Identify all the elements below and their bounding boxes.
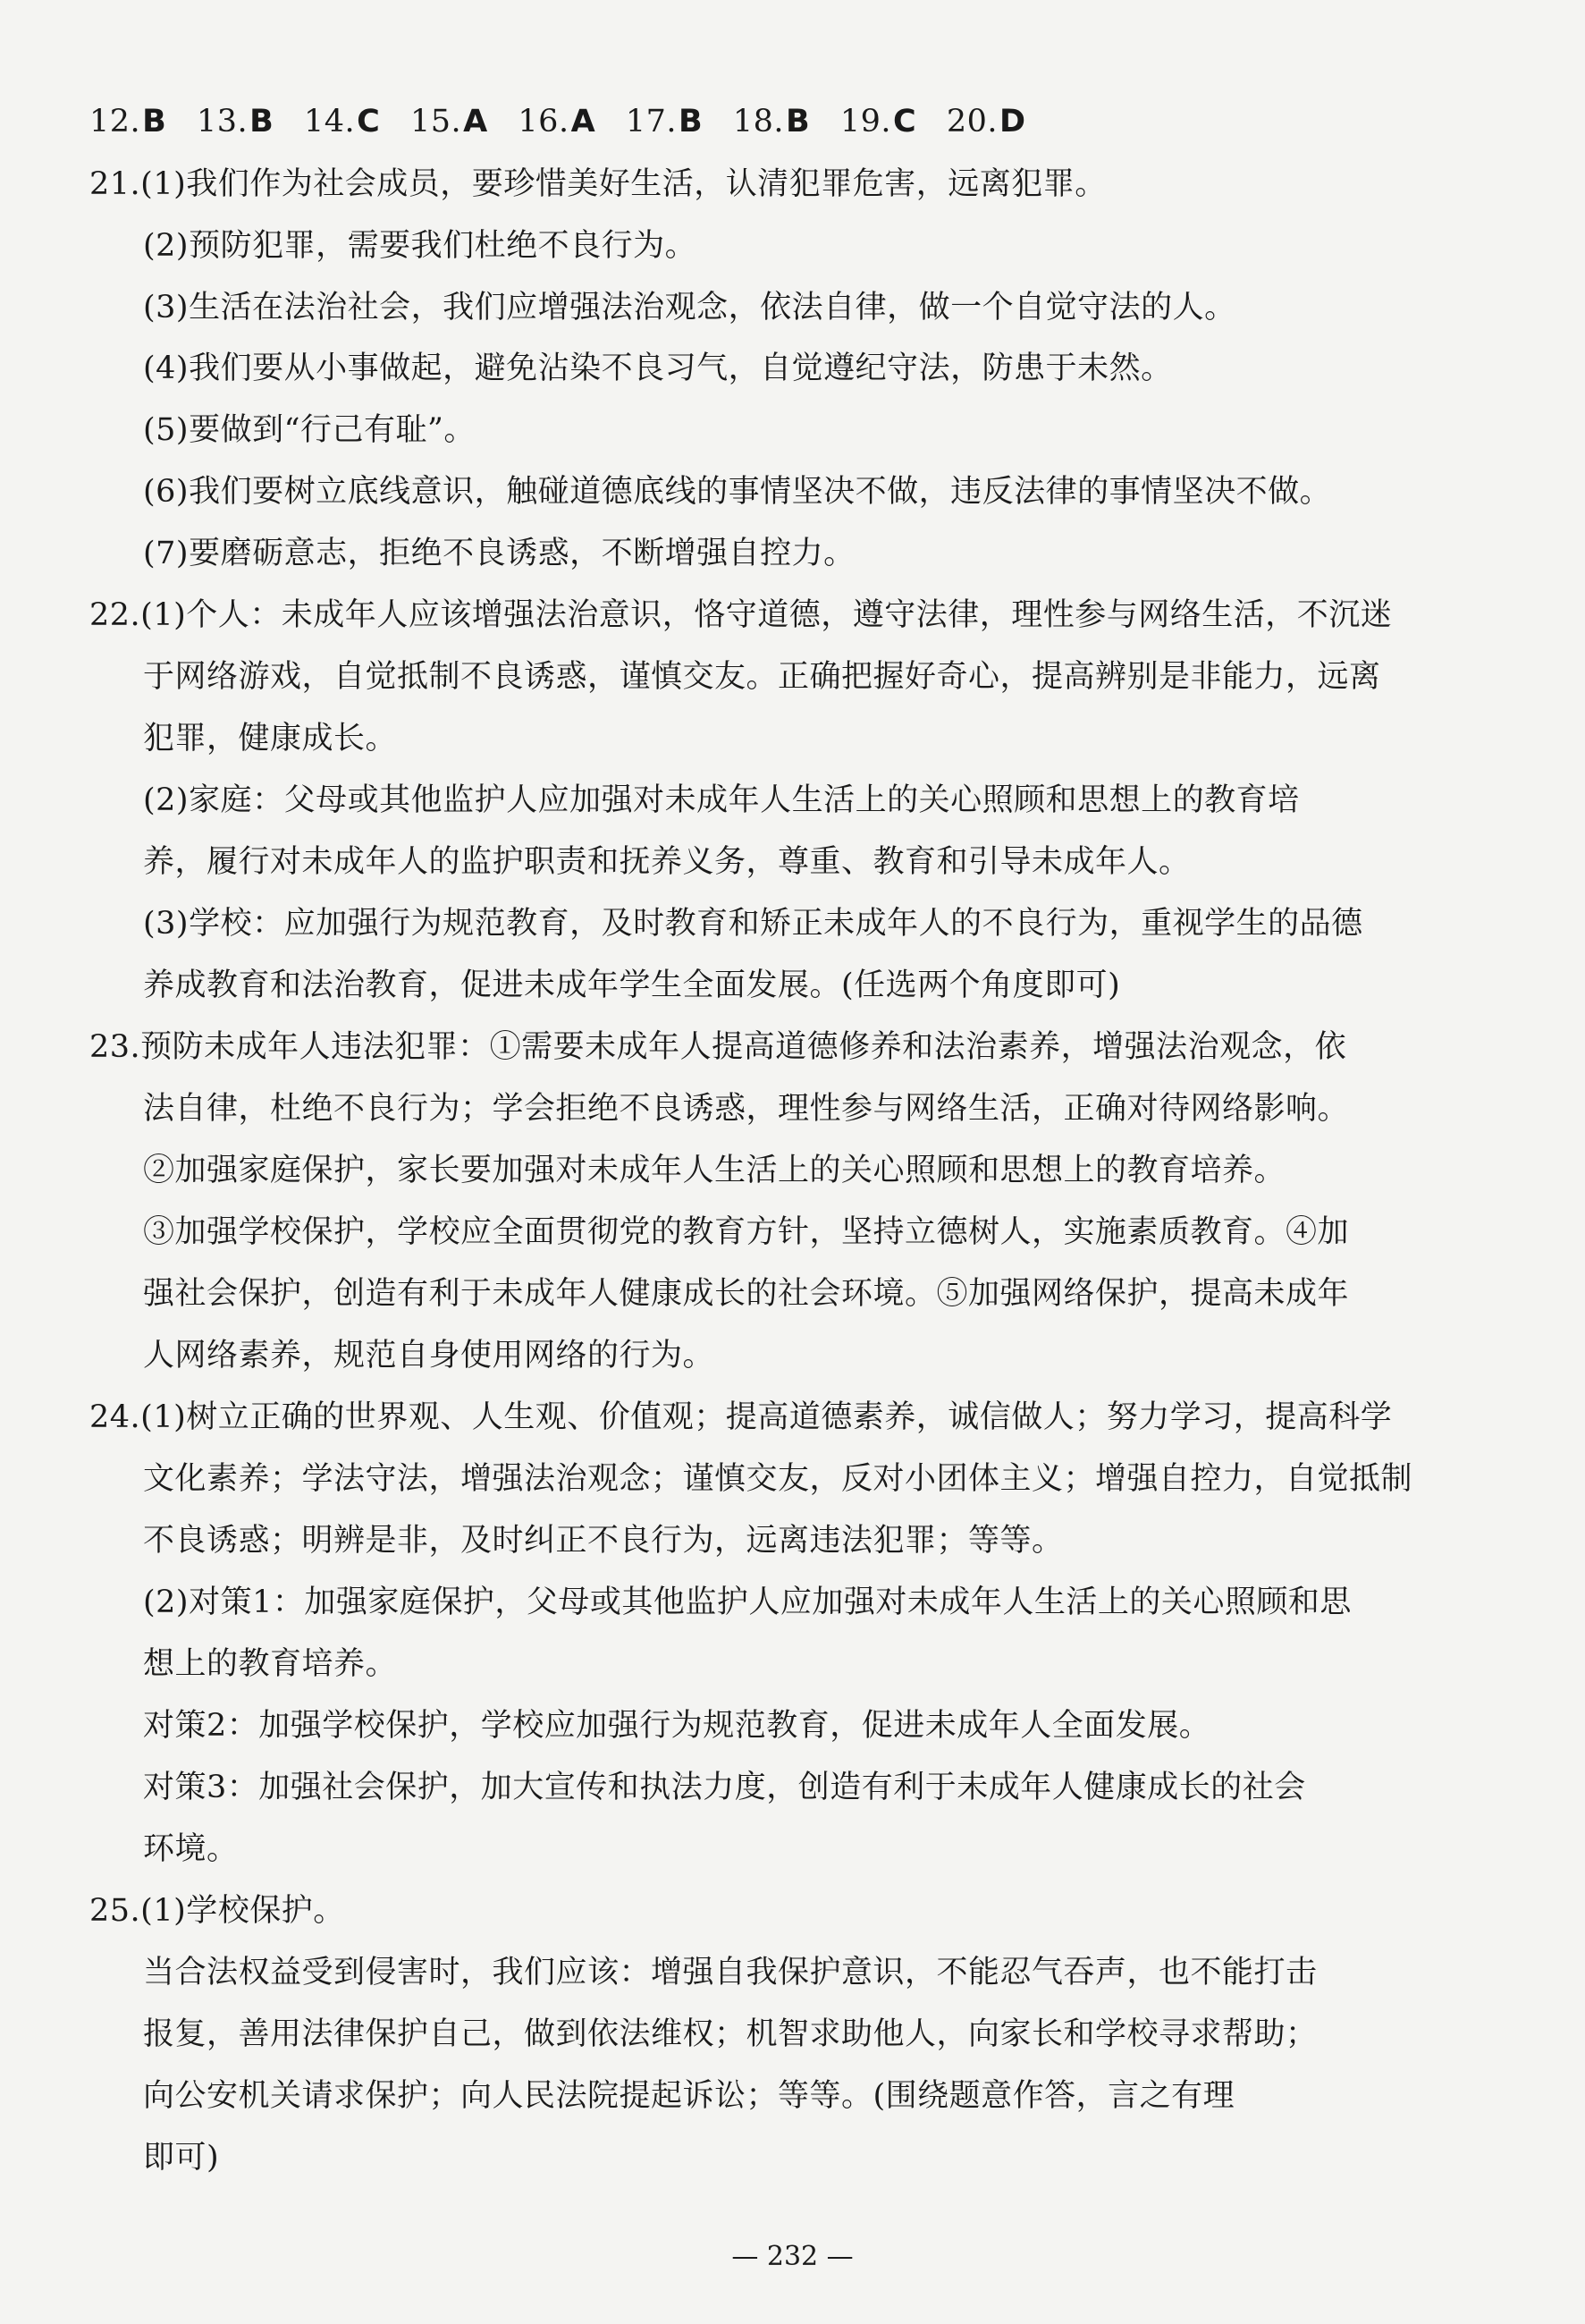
- answer-line: 向公安机关请求保护；向人民法院提起诉讼；等等。(围绕题意作答，言之有理: [143, 2078, 1235, 2114]
- page-number: — 232 —: [731, 2241, 854, 2272]
- answer-item: 20.D: [946, 104, 1026, 139]
- answer-line: (2)对策1：加强家庭保护，父母或其他监护人应加强对未成年人生活上的关心照顾和思: [143, 1585, 1352, 1620]
- answer-line: (7)要磨砺意志，拒绝不良诱惑，不断增强自控力。: [143, 536, 856, 571]
- answer-line: 法自律，杜绝不良行为；学会拒绝不良诱惑，理性参与网络生活，正确对待网络影响。: [143, 1091, 1350, 1127]
- answer-line: 即可): [143, 2140, 220, 2176]
- answer-item: 18.B: [732, 104, 811, 139]
- answer-line: (5)要做到“行己有耻”。: [143, 412, 476, 448]
- answer-line: (2)家庭：父母或其他监护人应加强对未成年人生活上的关心照顾和思想上的教育培: [143, 782, 1300, 818]
- answer-line: (2)预防犯罪，需要我们杜绝不良行为。: [143, 228, 697, 264]
- answer-line: 23.预防未成年人违法犯罪：①需要未成年人提高道德修养和法治素养，增强法治观念，依: [89, 1029, 1347, 1065]
- answer-line: 人网络素养，规范自身使用网络的行为。: [143, 1338, 715, 1373]
- answer-line: (3)生活在法治社会，我们应增强法治观念，依法自律，做一个自觉守法的人。: [143, 290, 1236, 325]
- answer-line: 于网络游戏，自觉抵制不良诱惑，谨慎交友。正确把握好奇心，提高辨别是非能力，远离: [143, 659, 1381, 695]
- answer-line: (6)我们要树立底线意识，触碰道德底线的事情坚决不做，违反法律的事情坚决不做。: [143, 474, 1332, 510]
- answer-line: (3)学校：应加强行为规范教育，及时教育和矫正未成年人的不良行为，重视学生的品德: [143, 906, 1363, 942]
- answer-line: 想上的教育培养。: [143, 1646, 398, 1682]
- answer-item: 14.C: [304, 104, 381, 139]
- answer-line: 当合法权益受到侵害时，我们应该：增强自我保护意识，不能忍气吞声，也不能打击: [143, 1955, 1318, 1990]
- multiple-choice-answers: [89, 104, 1046, 139]
- answer-line: 强社会保护，创造有利于未成年人健康成长的社会环境。⑤加强网络保护，提高未成年: [143, 1276, 1350, 1312]
- answer-line: 对策2：加强学校保护，学校应加强行为规范教育，促进未成年人全面发展。: [143, 1708, 1211, 1744]
- answer-line: 22.(1)个人：未成年人应该增强法治意识，恪守道德，遵守法律，理性参与网络生活，不沉迷: [89, 597, 1393, 633]
- answer-item: 17.B: [625, 104, 704, 139]
- answer-line: 养成教育和法治教育，促进未成年学生全面发展。(任选两个角度即可): [143, 968, 1121, 1003]
- answer-line: 24.(1)树立正确的世界观、人生观、价值观；提高道德素养，诚信做人；努力学习，提高科学: [89, 1399, 1393, 1435]
- answer-item: 19.C: [839, 104, 917, 139]
- answer-item: 13.B: [197, 104, 274, 139]
- answer-line: 养，履行对未成年人的监护职责和抚养义务，尊重、教育和引导未成年人。: [143, 844, 1191, 880]
- answer-line: 报复，善用法律保护自己，做到依法维权；机智求助他人，向家长和学校寻求帮助；: [143, 2016, 1318, 2052]
- answer-line: 对策3：加强社会保护，加大宣传和执法力度，创造有利于未成年人健康成长的社会: [143, 1770, 1306, 1805]
- answer-item: 15.A: [410, 104, 488, 139]
- answer-line: 文化素养；学法守法，增强法治观念；谨慎交友，反对小团体主义；增强自控力，自觉抵制: [143, 1461, 1413, 1497]
- answer-line: ②加强家庭保护，家长要加强对未成年人生活上的关心照顾和思想上的教育培养。: [143, 1153, 1286, 1188]
- answer-line: (4)我们要从小事做起，避免沾染不良习气，自觉遵纪守法，防患于未然。: [143, 351, 1173, 386]
- answer-line: 不良诱惑；明辨是非，及时纠正不良行为，远离违法犯罪；等等。: [143, 1523, 1064, 1559]
- answer-line: ③加强学校保护，学校应全面贯彻党的教育方针，坚持立德树人，实施素质教育。④加: [143, 1214, 1350, 1250]
- answer-line: 21.(1)我们作为社会成员，要珍惜美好生活，认清犯罪危害，远离犯罪。: [89, 166, 1107, 202]
- answer-line: 25.(1)学校保护。: [89, 1893, 345, 1929]
- answer-item: 12.B: [89, 104, 167, 139]
- answer-item: 16.A: [518, 104, 596, 139]
- answer-line: 环境。: [143, 1831, 239, 1867]
- answer-line: 犯罪，健康成长。: [143, 721, 398, 756]
